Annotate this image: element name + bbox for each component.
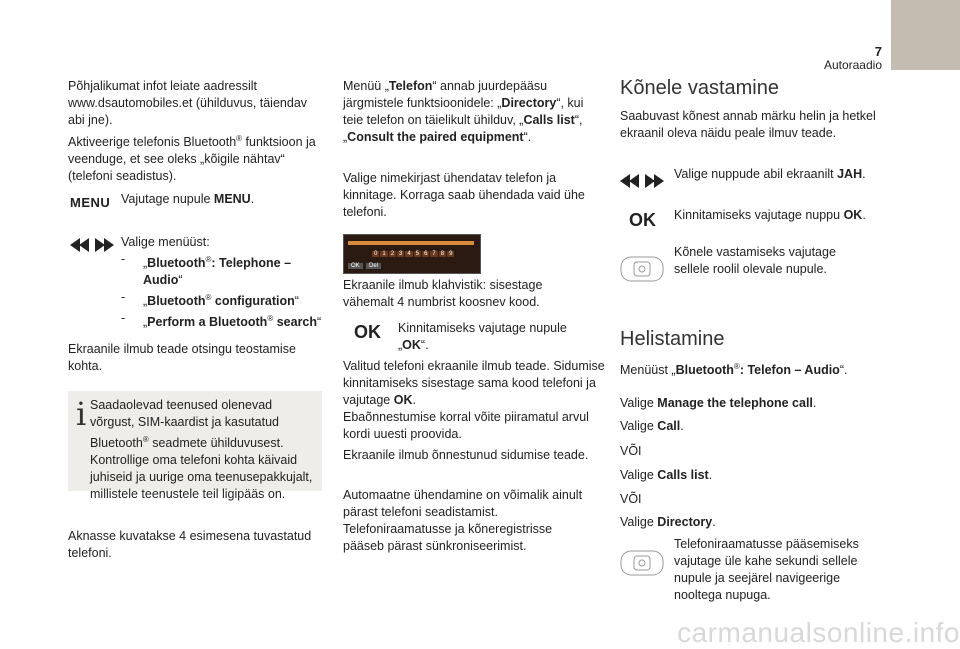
keypad-key: 6 (424, 251, 428, 257)
list-item: - „Bluetooth®: Telephone – Audio“ (121, 252, 292, 288)
first-phones: Aknasse kuvatakse 4 esimesena tuvastatud telefoni. (68, 529, 312, 560)
keypad-key: 4 (407, 251, 411, 257)
menu-button-icon: MENU (70, 195, 111, 210)
select-manage-call: Valige Manage the telephone call. (620, 396, 817, 410)
success-message: Ekraanile ilmub õnnestunud sidumise teade. (343, 448, 589, 462)
select-call: Valige Call. (620, 419, 684, 433)
incoming-call-desc: Saabuvast kõnest annab märku helin ja hetkel ekraanil oleva näidu peale ilmuv teade. (620, 109, 876, 140)
select-calls-list: Valige Calls list. (620, 468, 713, 482)
or-label: VÕI (620, 492, 642, 506)
chapter-tab (891, 0, 960, 70)
select-directory: Valige Directory. (620, 515, 716, 529)
answer-steering: Kõnele vastamiseks vajutage sellele roolil olevale nupule. (674, 245, 836, 276)
confirm-ok: Kinnitamiseks vajutage nuppu OK. (674, 208, 866, 222)
page-number: 7 (874, 44, 882, 59)
keypad-key: 0 (374, 251, 378, 257)
calling-menu: Menüüst „Bluetooth®: Telefon – Audio“. (620, 362, 848, 378)
steering-wheel-button-icon (620, 256, 664, 282)
keypad-key: 2 (390, 251, 395, 257)
select-from-menu: Valige menüüst: (121, 235, 210, 249)
keypad-key: 1 (382, 251, 386, 257)
phone-menu-desc: Menüü „Telefon“ annab juurdepääsu järgmistele funktsioonidele: „Directory“, kui teie telefon on täielikult ühilduv, „Calls list“, „Consult the paired equipment“. (343, 79, 584, 144)
keypad-screen-image (343, 234, 481, 274)
keypad-del: Del (366, 263, 381, 269)
heading-answer-call: Kõnele vastamine (620, 77, 779, 99)
list-item: - „Bluetooth® configuration“ (121, 290, 299, 309)
keypad-key: 8 (440, 251, 445, 257)
note-text: Saadaolevad teenused olenevad võrgust, SIM-kaardist ja kasutatud Bluetooth® seadmete ühilduvusest. Kontrollige oma telefoni kohta käivaid juhiseid ja uurige oma teenusepakkujalt, millistele teenustele teil ligipääs on. (90, 398, 313, 502)
select-yes: Valige nuppude abil ekraanilt JAH. (674, 167, 866, 181)
left-right-arrows-icon (620, 174, 664, 188)
search-message: Ekraanile ilmub teade otsingu teostamise kohta. (68, 342, 296, 373)
left-right-arrows-icon (70, 238, 114, 252)
confirm-ok: Kinnitamiseks vajutage nupule „OK“. (398, 321, 567, 352)
menu-path-list (121, 251, 325, 331)
pairing-message: Valitud telefoni ekraanile ilmub teade. Sidumise kinnitamiseks sisestage sama kood telefoni ja vajutage OK. Ebaõnnestumise korral võite piiramatul arvul kordi uuesti proovida. (343, 359, 605, 441)
keypad-key: 3 (399, 251, 403, 257)
col1-activate: Aktiveerige telefonis Bluetooth® funktsioon ja veenduge, et see oleks „kõigile nähtav“ (telefoni seadistus). (68, 134, 316, 184)
keypad-key: 5 (415, 251, 420, 257)
heading-calling: Helistamine (620, 328, 725, 350)
keypad-key: 7 (432, 251, 436, 257)
list-item: - „Perform a Bluetooth® search“ (121, 311, 322, 330)
directory-steering: Telefoniraamatusse pääsemiseks vajutage üle kahe sekundi sellele nupule ja seejärel navigeerige nooltega nupuga. (674, 537, 859, 602)
ok-button-icon: OK (354, 322, 381, 342)
keypad-ok: OK (348, 263, 363, 269)
select-phone: Valige nimekirjast ühendatav telefon ja kinnitage. Korraga saab ühendada vaid ühe telefoni. (343, 171, 585, 219)
keypad-key: 9 (449, 251, 453, 257)
page-title: Autoraadio (823, 58, 882, 72)
steering-wheel-button-icon (620, 550, 664, 576)
auto-connect: Automaatne ühendamine on võimalik ainult pärast telefoni seadistamist. Telefoniraamatusse ja kõneregistrisse pääseb pärast sünkroniseerimist. (343, 488, 583, 553)
info-icon: i (76, 395, 87, 433)
keypad-message: Ekraanile ilmub klahvistik: sisestage vähemalt 4 numbrist koosnev kood. (343, 278, 543, 309)
press-menu: Vajutage nupule MENU. (121, 192, 255, 206)
or-label: VÕI (620, 444, 642, 458)
col1-intro: Põhjalikumat infot leiate aadressilt www.dsautomobiles.et (ühilduvus, täiendav abi jne). (68, 79, 308, 127)
watermark: carmanualsonline.info (677, 617, 960, 648)
info-note (68, 391, 322, 502)
ok-button-icon: OK (629, 210, 656, 230)
